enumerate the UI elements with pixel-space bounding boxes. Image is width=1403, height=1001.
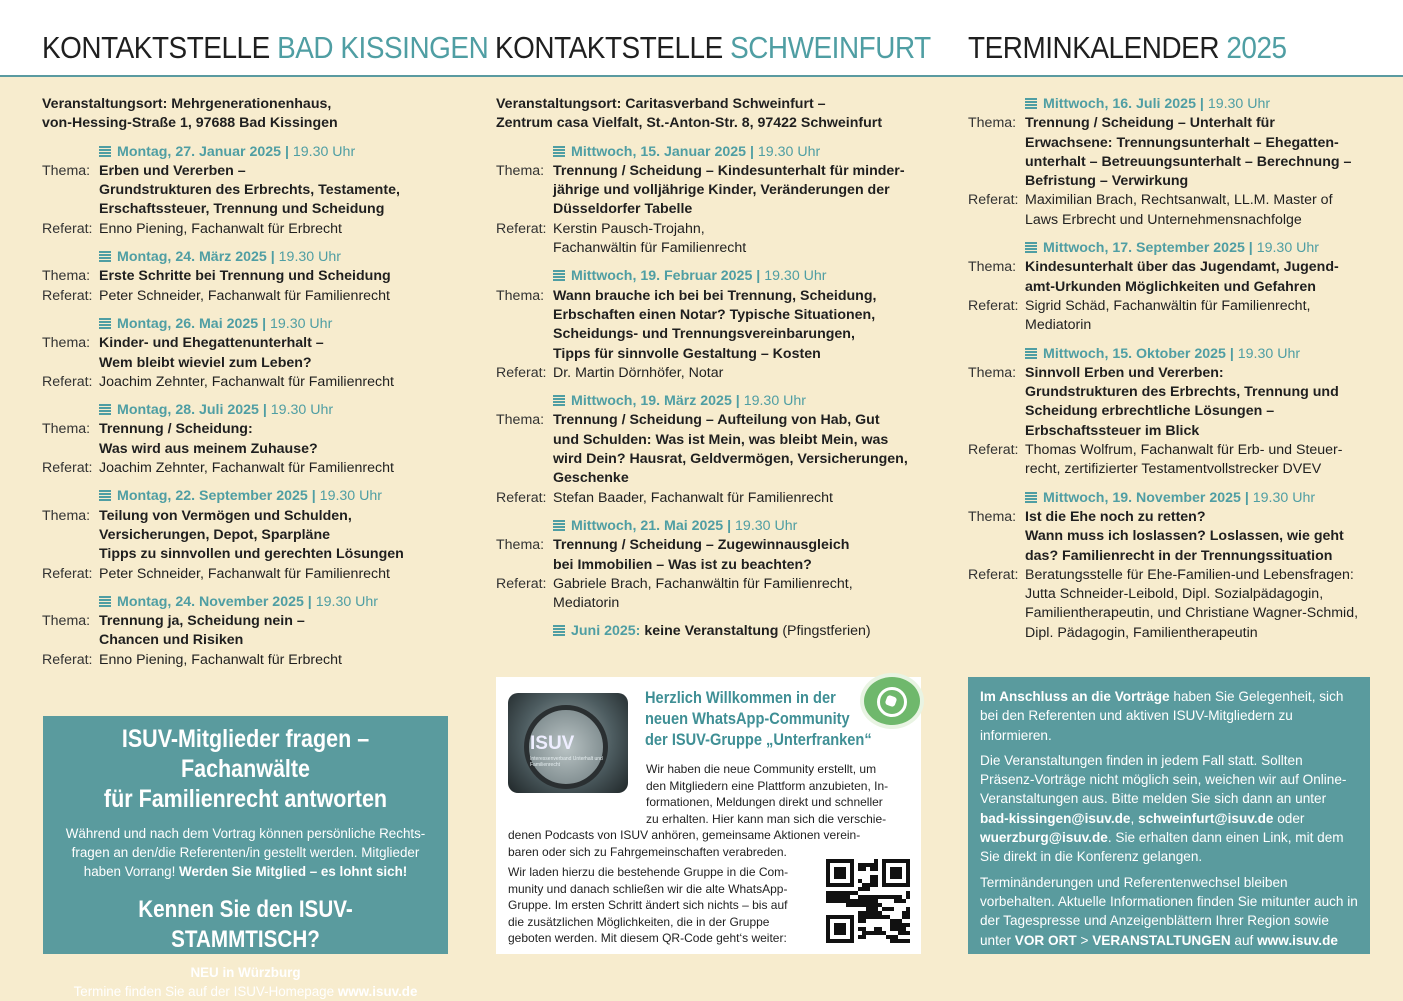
isuv-logo: ISUV: [530, 733, 575, 754]
event-topic: Thema: Trennung / Scheidung – Zugewinnausgleich bei Immobilien – Was ist zu beachten?: [496, 537, 850, 573]
calendar-icon: [553, 395, 565, 406]
event-date: Montag, 24. März 2025 | 19.30 Uhr: [42, 248, 452, 267]
website-link[interactable]: www.isuv.de: [1257, 932, 1338, 948]
heading-schweinfurt: KONTAKTSTELLE SCHWEINFURT: [495, 30, 931, 65]
whatsapp-community-box: [496, 677, 921, 954]
event-entry: [42, 248, 452, 306]
event-list: [42, 143, 452, 670]
event-topic: Thema: Trennung / Scheidung – Kindesunterhalt für minder- jährige und volljährige Kinder, Veränderungen der Düsseldorfer Tabelle: [496, 162, 905, 218]
june-note: Juni 2025: keine Veranstaltung (Pfingstferien): [496, 622, 926, 641]
calendar-icon: [99, 318, 111, 329]
members-title: ISUV-Mitglieder fragen – Fachanwälte für Familienrecht antworten: [103, 725, 388, 813]
email-link-schweinfurt[interactable]: schweinfurt@isuv.de: [1138, 810, 1274, 826]
email-link-bad-kissingen[interactable]: bad-kissingen@isuv.de: [980, 810, 1131, 826]
event-list: [968, 95, 1378, 643]
website-link[interactable]: www.isuv.de: [337, 984, 418, 999]
event-entry: [968, 489, 1378, 643]
event-date: Mittwoch, 19. Februar 2025 | 19.30 Uhr: [496, 267, 926, 286]
event-speaker: Referat: Dr. Martin Dörnhöfer, Notar: [496, 364, 724, 381]
event-speaker: Referat: Joachim Zehnter, Fachanwalt für Familienrecht: [42, 373, 394, 390]
event-entry: [42, 315, 452, 392]
event-entry: [968, 95, 1378, 230]
event-date: Mittwoch, 17. September 2025 | 19.30 Uhr: [968, 239, 1378, 258]
whatsapp-text-qr: Wir laden hierzu die bestehende Gruppe in die Com- munity und danach schließen wir die alte WhatsApp- Gruppe. Im ersten Schritt ändert sich nichts – bis auf die zusätzlichen Möglichkeiten, die in der Gruppe geboten werden. Mit diesem QR-Code geht‘s weiter:: [508, 865, 789, 945]
calendar-icon: [1025, 348, 1037, 359]
event-topic: Thema: Kindesunterhalt über das Jugendamt, Jugend- amt-Urkunden Möglichkeiten und Gefahren: [968, 259, 1339, 295]
calendar-icon: [1025, 242, 1037, 253]
event-topic: Thema: Ist die Ehe noch zu retten? Wann muss ich loslassen? Loslassen, wie geht das? Familienrecht in der Trennungssituation: [968, 508, 1344, 564]
info-box: [968, 677, 1370, 954]
event-topic: Thema: Kinder- und Ehegattenunterhalt – Wem bleibt wieviel zum Leben?: [42, 335, 324, 371]
calendar-icon: [553, 146, 565, 157]
event-speaker: Referat: Kerstin Pausch-Trojahn, Fachanwältin für Familienrecht: [496, 220, 747, 257]
event-date: Mittwoch, 19. November 2025 | 19.30 Uhr: [968, 489, 1378, 508]
event-speaker: Referat: Maximilian Brach, Rechtsanwalt, LL.M. Master of Laws Erbrecht und Unternehmensnachfolge: [968, 192, 1333, 228]
event-topic: Thema: Wann brauche ich bei bei Trennung, Scheidung, Erbschaften einen Notar? Typische Situationen, Scheidungs- und Trennungsvereinbarungen, Tipps für sinnvolle Gestaltung – Kosten: [496, 287, 877, 362]
calendar-icon: [99, 490, 111, 501]
event-date: Montag, 27. Januar 2025 | 19.30 Uhr: [42, 143, 452, 162]
magnifier-logo-image: ISUV Interessenverband Unterhalt und Familienrecht: [508, 693, 628, 793]
event-topic: Thema: Teilung von Vermögen und Schulden, Versicherungen, Depot, Sparpläne Tipps zu sinnvollen und gerechten Lösungen: [42, 507, 404, 563]
calendar-icon: [99, 251, 111, 262]
heading-bad-kissingen: KONTAKTSTELLE BAD KISSINGEN: [42, 30, 489, 65]
column-bad-kissingen: [42, 95, 452, 679]
calendar-icon: [99, 146, 111, 157]
members-text: Während und nach dem Vortrag können persönliche Rechts- fragen an den/die Referenten/in gestellt werden. Mitglieder haben Vorrang! Werden Sie Mitglied – es lohnt sich!: [65, 826, 426, 879]
column-terminkalender: [968, 95, 1378, 652]
event-date: Mittwoch, 15. Oktober 2025 | 19.30 Uhr: [968, 345, 1378, 364]
event-speaker: Referat: Peter Schneider, Fachanwalt für Familienrecht: [42, 287, 390, 304]
event-entry: [42, 401, 452, 478]
event-topic: Thema: Trennung / Scheidung: Was wird aus meinem Zuhause?: [42, 421, 318, 457]
event-entry: [968, 239, 1378, 335]
event-date: Montag, 24. November 2025 | 19.30 Uhr: [42, 593, 452, 612]
event-date: Montag, 22. September 2025 | 19.30 Uhr: [42, 487, 452, 506]
info-paragraph-1: Im Anschluss an die Vorträge haben Sie Gelegenheit, sich bei den Referenten und aktiven ISUV-Mitgliedern zu informieren.: [980, 689, 1344, 743]
event-speaker: Referat: Enno Piening, Fachanwalt für Erbrecht: [42, 220, 342, 237]
venue: Veranstaltungsort: Mehrgenerationenhaus, von-Hessing-Straße 1, 97688 Bad Kissingen: [42, 96, 338, 132]
event-date: Mittwoch, 15. Januar 2025 | 19.30 Uhr: [496, 143, 926, 162]
event-date: Montag, 26. Mai 2025 | 19.30 Uhr: [42, 315, 452, 334]
event-topic: Thema: Erben und Vererben – Grundstrukturen des Erbrechts, Testamente, Erschaftssteuer, Trennung und Scheidung: [42, 162, 400, 218]
event-speaker: Referat: Stefan Baader, Fachanwalt für Familienrecht: [496, 489, 833, 506]
qr-code[interactable]: [826, 859, 910, 943]
column-schweinfurt: [496, 95, 926, 642]
venue: Veranstaltungsort: Caritasverband Schweinfurt – Zentrum casa Vielfalt, St.-Anton-Str. 8, 97422 Schweinfurt: [496, 96, 883, 132]
event-entry: [42, 143, 452, 239]
info-paragraph-2: Die Veranstaltungen finden in jedem Fall statt. Sollten Präsenz-Vorträge nicht möglich sein, weichen wir auf Online-Veranstaltungen aus. Bitte melden Sie sich dann an unter bad-kissingen@isuv.de, schweinfurt@isuv.de oder wuerzburg@isuv.de. Sie erhalten dann einen Link, mit dem Sie direkt in die Konferenz gelangen.: [980, 752, 1347, 865]
event-entry: [42, 593, 452, 670]
event-date: Mittwoch, 21. Mai 2025 | 19.30 Uhr: [496, 517, 926, 536]
event-entry: [496, 143, 926, 259]
event-date: Montag, 28. Juli 2025 | 19.30 Uhr: [42, 401, 452, 420]
event-entry: [968, 345, 1378, 480]
whatsapp-title: Herzlich Willkommen in der neuen WhatsApp-Community der ISUV-Gruppe „Unterfranken“: [645, 688, 872, 749]
event-speaker: Referat: Thomas Wolfrum, Fachanwalt für Erb- und Steuer- recht, zertifizierter Testamentvollstrecker DVEV: [968, 442, 1343, 478]
stammtisch-title: Kennen Sie den ISUV-STAMMTISCH?: [138, 896, 353, 953]
event-topic: Thema: Trennung / Scheidung – Unterhalt für Erwachsene: Trennungsunterhalt – Ehegatten- unterhalt – Betreuungsunterhalt – Berechnung – Befristung – Verwirkung: [968, 115, 1352, 190]
event-speaker: Referat: Sigrid Schäd, Fachanwältin für Familienrecht, Mediatorin: [968, 297, 1311, 334]
event-topic: Thema: Erste Schritte bei Trennung und Scheidung: [42, 268, 391, 285]
event-list: [496, 143, 926, 614]
event-topic: Thema: Trennung ja, Scheidung nein – Chancen und Risiken: [42, 613, 305, 649]
event-topic: Thema: Trennung / Scheidung – Aufteilung von Hab, Gut und Schulden: Was ist Mein, was bleibt Mein, was wird Dein? Hausrat, Geldvermögen, Versicherungen, Geschenke: [496, 412, 908, 487]
whatsapp-text-right: Wir haben die neue Community erstellt, um den Mitgliedern eine Plattform anzubieten, In- formationen, Meldungen direkt und schneller zu erhalten. Hier kann man sich die verschie-: [646, 762, 889, 826]
event-entry: [496, 267, 926, 383]
whatsapp-icon: [864, 677, 920, 725]
members-box: [43, 716, 448, 999]
stammtisch-text: NEU in Würzburg Termine finden Sie auf der ISUV-Homepage www.isuv.de: [73, 965, 418, 999]
calendar-icon: [99, 596, 111, 607]
event-entry: [42, 487, 452, 583]
info-paragraph-3: Terminänderungen und Referentenwechsel bleiben vorbehalten. Aktuelle Informationen finden Sie mitunter auch in der Tagespresse und Anzeigenblättern Ihrer Region sowie unter VOR ORT > VERANSTALTUNGEN auf www.isuv.de: [980, 874, 1358, 948]
heading-terminkalender: TERMINKALENDER 2025: [968, 30, 1287, 65]
event-speaker: Referat: Gabriele Brach, Fachanwältin für Familienrecht, Mediatorin: [496, 575, 853, 612]
calendar-icon: [99, 404, 111, 415]
event-topic: Thema: Sinnvoll Erben und Vererben: Grundstrukturen des Erbrechts, Trennung und Scheidung erbrechtliche Lösungen – Erbschaftssteuer im Blick: [968, 364, 1339, 439]
calendar-icon: [553, 270, 565, 281]
whatsapp-text-full: denen Podcasts von ISUV anhören, gemeinsame Aktionen verein- baren oder sich zu Fahrgemeinschaften verabreden.: [508, 828, 861, 859]
event-entry: [496, 392, 926, 508]
calendar-icon: [553, 625, 565, 636]
event-speaker: Referat: Joachim Zehnter, Fachanwalt für Familienrecht: [42, 460, 394, 477]
event-speaker: Referat: Beratungsstelle für Ehe-Familien-und Lebensfragen: Jutta Schneider-Leibold, Dipl. Sozialpädagogin, Familientherapeutin, und Christiane Wagner-Schmid, Dipl. Pädagogin, Familientherapeutin: [968, 566, 1359, 641]
email-link-wuerzburg[interactable]: wuerzburg@isuv.de: [980, 830, 1108, 846]
calendar-icon: [1025, 492, 1037, 503]
event-speaker: Referat: Enno Piening, Fachanwalt für Erbrecht: [42, 651, 342, 668]
event-date: Mittwoch, 16. Juli 2025 | 19.30 Uhr: [968, 95, 1378, 114]
event-entry: [496, 517, 926, 613]
calendar-icon: [553, 520, 565, 531]
calendar-icon: [1025, 98, 1037, 109]
event-date: Mittwoch, 19. März 2025 | 19.30 Uhr: [496, 392, 926, 411]
header-divider: [0, 75, 1403, 77]
event-speaker: Referat: Peter Schneider, Fachanwalt für Familienrecht: [42, 565, 390, 582]
